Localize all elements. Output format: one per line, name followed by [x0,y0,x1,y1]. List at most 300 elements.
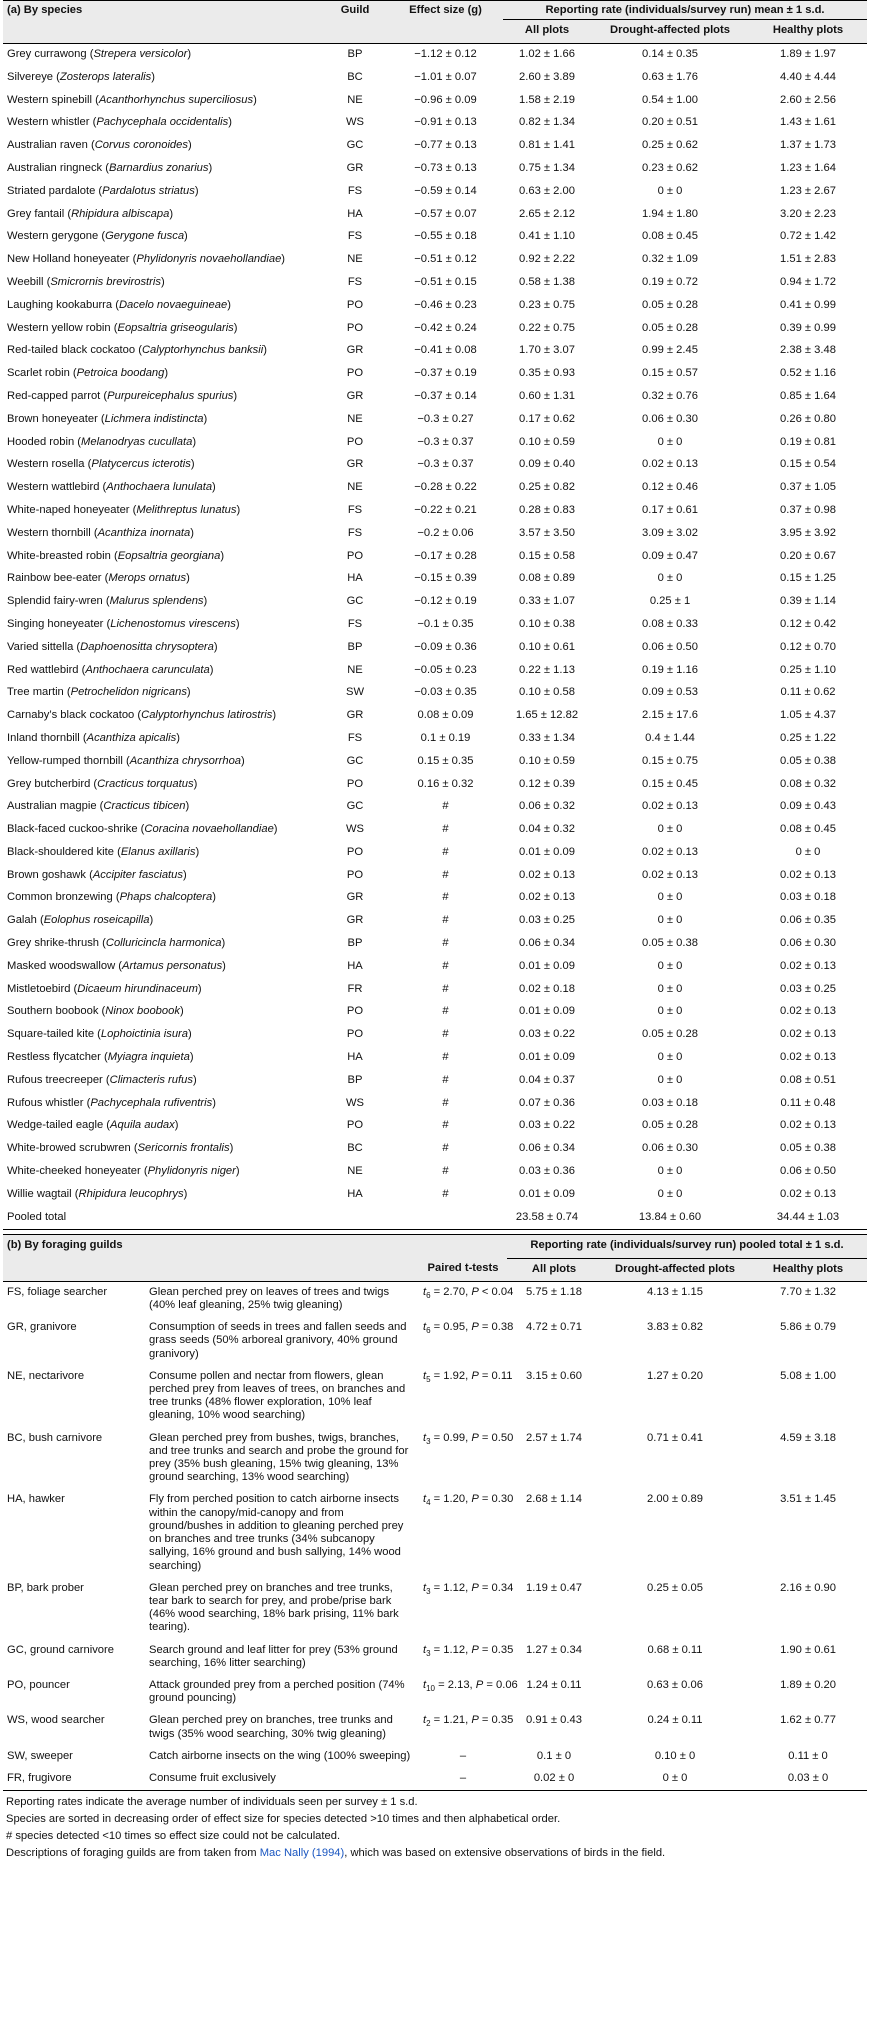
effect-size: # [442,1096,449,1109]
effect-size: −0.51 ± 0.12 [414,253,477,266]
species-scientific-name: Merops ornatus [108,572,187,585]
effect-size: 0.15 ± 0.35 [417,754,474,767]
species-common-name: Western whistler [7,116,90,129]
species-cell: Hooded robin (Melanodryas cucullata) [7,435,197,448]
species-row [3,660,867,683]
species-cell: Western whistler (Pachycephala occidentalis) [7,116,232,129]
rate-drought: 0.05 ± 0.38 [642,937,698,950]
species-row [3,956,867,979]
rate-healthy: 2.60 ± 2.56 [780,93,836,106]
guild-code: BP [347,48,363,60]
species-cell: Grey shrike-thrush (Colluricincla harmonica) [7,937,226,950]
species-common-name: Tree martin [7,686,64,699]
rate-drought: 0.06 ± 0.30 [642,412,698,425]
species-common-name: Striated pardalote [7,184,96,197]
guild-row [3,1710,867,1745]
rate-drought: 0.54 ± 1.00 [642,93,698,106]
species-row [3,318,867,341]
species-row [3,637,867,660]
species-cell: White-cheeked honeyeater (Phylidonyris niger) [7,1165,240,1178]
guild-rate-healthy: 5.86 ± 0.79 [780,1321,836,1334]
species-common-name: Australian ringneck [7,161,103,174]
col-guild-header: Guild [322,1,388,20]
species-common-name: Square-tailed kite [7,1028,95,1041]
effect-size: −0.03 ± 0.35 [414,686,477,699]
rate-all: 0.35 ± 0.93 [519,367,575,380]
rate-healthy: 3.95 ± 3.92 [780,526,836,539]
species-cell: Common bronzewing (Phaps chalcoptera) [7,891,216,904]
species-common-name: Grey currawong [7,48,87,60]
species-row [3,1138,867,1161]
species-common-name: Grey shrike-thrush [7,937,100,950]
species-scientific-name: Acanthiza apicalis [86,731,177,744]
effect-size: # [442,868,449,881]
species-common-name: Inland thornbill [7,731,80,744]
species-common-name: Scarlet robin [7,367,70,380]
species-scientific-name: Melanodryas cucullata [81,435,193,448]
effect-size: −0.37 ± 0.14 [414,389,477,402]
guild-rate-all: 4.72 ± 0.71 [526,1321,582,1334]
rate-healthy: 0.94 ± 1.72 [780,275,836,288]
rate-drought: 0.32 ± 0.76 [642,389,698,402]
species-row [3,1070,867,1093]
pooled-healthy: 34.44 ± 1.03 [749,1207,867,1230]
species-row [3,1184,867,1207]
species-row [3,796,867,819]
guild-name: PO, pouncer [7,1678,70,1691]
species-row [3,1093,867,1116]
pooled-all: 23.58 ± 0.74 [503,1207,591,1230]
rate-healthy: 0.02 ± 0.13 [780,1187,836,1200]
species-cell: Grey butcherbird (Cracticus torquatus) [7,777,198,790]
species-common-name: Splendid fairy-wren [7,595,103,608]
paired-t-test: $t_3 = 1.12$, P = 0.34 [423,1581,514,1596]
species-row [3,523,867,546]
ttest-value: = 1.12, [430,1643,472,1656]
paired-t-test: $t_3 = 0.99$, P = 0.50 [423,1431,514,1446]
species-cell: Brown honeyeater (Lichmera indistincta) [7,412,208,425]
rate-healthy: 0.05 ± 0.38 [780,754,836,767]
effect-size: # [442,1187,449,1200]
species-row [3,910,867,933]
species-scientific-name: Petroica boodang [76,367,165,380]
guild-code: PO [346,1028,364,1041]
rate-healthy: 1.43 ± 1.61 [780,116,836,129]
species-common-name: Galah [7,914,37,927]
species-scientific-name: Phylidonyris niger [147,1165,236,1178]
col-b-healthy-header: Healthy plots [749,1258,867,1281]
guild-code: HA [347,1051,363,1064]
rate-healthy: 0.02 ± 0.13 [780,868,836,881]
species-scientific-name: Eopsaltria griseogularis [117,321,234,334]
rate-all: 0.10 ± 0.59 [519,435,575,448]
guild-row [3,1366,867,1428]
reference-link[interactable]: Mac Nally (1994) [259,1847,345,1860]
guild-description: Fly from perched position to catch airborne insects within the canopy/mid-canopy and from ground/bushes in addition to gleaning perched prey on branches and tree trunks (34% subcanopy sallying, 16% ground and bush sallying, 14% wood searching) [149,1493,404,1572]
guild-table [3,1234,867,1791]
rate-healthy: 0.12 ± 0.70 [780,640,836,653]
rate-all: 3.57 ± 3.50 [519,526,575,539]
species-scientific-name: Pachycephala occidentalis [96,116,229,129]
rate-all: 0.02 ± 0.18 [519,982,575,995]
rate-drought: 0.17 ± 0.61 [642,503,698,516]
rate-drought: 0.06 ± 0.30 [642,1142,698,1155]
rate-drought: 0 ± 0 [657,823,683,836]
rate-healthy: 1.89 ± 1.97 [780,48,836,60]
species-cell: New Holland honeyeater (Phylidonyris novaehollandiae) [7,253,286,266]
guild-code: FS [347,617,363,630]
species-cell: Southern boobook (Ninox boobook) [7,1005,184,1018]
rate-drought: 0.02 ± 0.13 [642,845,698,858]
species-scientific-name: Sericornis frontalis [137,1142,230,1155]
species-common-name: Wedge-tailed eagle [7,1119,104,1132]
rate-drought: 0.4 ± 1.44 [645,731,695,744]
rate-drought: 0.23 ± 0.62 [642,161,698,174]
rate-all: 2.65 ± 2.12 [519,207,575,220]
effect-size: # [442,1005,449,1018]
guild-code: NE [347,412,363,425]
species-row [3,728,867,751]
effect-size: −0.3 ± 0.27 [417,412,474,425]
guild-rate-all: 5.75 ± 1.18 [526,1285,582,1298]
guild-name: FR, frugivore [3,1768,145,1791]
species-row [3,614,867,637]
species-scientific-name: Gerygone fusca [105,230,185,243]
rate-healthy: 0.03 ± 0.25 [780,982,836,995]
guild-description: Glean perched prey on branches, tree trunks and twigs (35% wood searching, 30% twig gleaning) [149,1714,393,1740]
ttest-df: 6 [426,1291,431,1301]
guild-rate-healthy: 7.70 ± 1.32 [780,1285,836,1298]
rate-drought: 0.99 ± 2.45 [642,344,698,357]
guild-rate-drought: 4.13 ± 1.15 [647,1285,703,1298]
rate-healthy: 1.05 ± 4.37 [780,709,836,722]
guild-code: GC [346,139,364,152]
rate-drought: 0.05 ± 0.28 [642,298,698,311]
rate-all: 0.25 ± 0.82 [519,481,575,494]
rate-all: 0.10 ± 0.58 [519,686,575,699]
rate-healthy: 0.37 ± 1.05 [780,481,836,494]
guild-row [3,1768,867,1791]
rate-drought: 0.06 ± 0.50 [642,640,698,653]
species-scientific-name: Dicaeum hirundinaceum [77,982,198,995]
paired-t-test: $t_6 = 0.95$, P = 0.38 [423,1321,514,1336]
rate-healthy: 0.25 ± 1.10 [780,663,836,676]
guild-code: FS [347,526,363,539]
species-scientific-name: Calyptorhynchus banksii [141,344,264,357]
species-scientific-name: Purpureicephalus spurius [107,389,234,402]
species-common-name: Brown honeyeater [7,412,98,425]
rate-drought: 0.15 ± 0.57 [642,367,698,380]
effect-size: # [442,959,449,972]
species-cell: Galah (Eolophus roseicapilla) [7,914,154,927]
rate-drought: 0.02 ± 0.13 [642,800,698,813]
rate-drought: 0.20 ± 0.51 [642,116,698,129]
species-common-name: Western rosella [7,458,85,471]
guild-name: HA, hawker [7,1493,65,1506]
species-row [3,819,867,842]
rate-all: 0.63 ± 2.00 [519,184,575,197]
effect-size: −0.37 ± 0.19 [414,367,477,380]
ttest-p: P = 0.06 [475,1678,518,1691]
species-scientific-name: Melithreptus lunatus [136,503,237,516]
rate-drought: 0.25 ± 0.62 [642,139,698,152]
rate-drought: 0.25 ± 1 [649,595,691,608]
species-cell: Western thornbill (Acanthiza inornata) [7,526,194,539]
species-row [3,363,867,386]
species-common-name: Red-capped parrot [7,389,101,402]
guild-code: PO [346,868,364,881]
paired-t-test: $t_6 = 2.70$, P < 0.04 [423,1285,514,1301]
rate-healthy: 0.41 ± 0.99 [780,298,836,311]
species-scientific-name: Artamus personatus [122,959,223,972]
ttest-p: P = 0.38 [471,1321,514,1334]
effect-size: −0.09 ± 0.36 [414,640,477,653]
rate-drought: 2.15 ± 17.6 [642,709,698,722]
rate-healthy: 0.72 ± 1.42 [780,230,836,243]
species-scientific-name: Petrochelidon nigricans [70,686,187,699]
rate-healthy: 0.11 ± 0.62 [780,686,836,699]
species-scientific-name: Pachycephala rufiventris [90,1096,213,1109]
ttest-value: = 1.21, [430,1714,472,1727]
guild-code: PO [346,1005,364,1018]
effect-size: −0.3 ± 0.37 [417,458,474,471]
rate-all: 0.06 ± 0.34 [519,937,575,950]
rate-drought: 0.14 ± 0.35 [642,48,698,60]
guild-code: HA [347,959,363,972]
rate-healthy: 1.37 ± 1.73 [780,139,836,152]
species-cell: Red-capped parrot (Purpureicephalus spurius) [7,389,238,402]
paired-t-test: $t_5 = 1.92$, P = 0.11 [423,1369,513,1385]
guild-code: GR [346,458,364,471]
ttest-value: = 1.20, [430,1493,472,1506]
effect-size: −0.59 ± 0.14 [414,184,477,197]
species-cell: Australian magpie (Cracticus tibicen) [7,800,190,813]
rate-healthy: 2.38 ± 3.48 [780,344,836,357]
species-row [3,386,867,409]
effect-size: −0.1 ± 0.35 [417,617,474,630]
species-row [3,887,867,910]
rate-all: 0.04 ± 0.37 [519,1073,575,1086]
guild-code: NE [347,253,363,266]
rate-all: 0.17 ± 0.62 [519,412,575,425]
rate-healthy: 0.08 ± 0.45 [780,823,836,836]
species-cell: Red wattlebird (Anthochaera carunculata) [7,663,214,676]
guild-code: FR [347,982,363,995]
section-a-title: (a) By species [3,1,322,20]
rate-all: 0.92 ± 2.22 [519,253,575,266]
species-common-name: Silvereye [7,70,54,83]
species-cell: Wedge-tailed eagle (Aquila audax) [7,1119,179,1132]
species-scientific-name: Anthochaera carunculata [85,663,210,676]
rate-drought: 0.05 ± 0.28 [642,1028,698,1041]
species-table [3,0,867,1230]
effect-size: −0.17 ± 0.28 [414,549,477,562]
rate-all: 1.70 ± 3.07 [519,344,575,357]
guild-code: GC [346,754,364,767]
guild-code: HA [347,207,363,220]
species-row [3,842,867,865]
species-common-name: Australian magpie [7,800,97,813]
species-scientific-name: Anthochaera lunulata [106,481,213,494]
species-common-name: Common bronzewing [7,891,113,904]
guild-code: GC [346,800,364,813]
species-common-name: Western yellow robin [7,321,111,334]
guild-code: GR [346,161,364,174]
guild-rate-healthy: 0.11 ± 0 [788,1749,828,1762]
rate-drought: 0 ± 0 [657,1165,683,1178]
rate-drought: 0 ± 0 [657,1187,683,1200]
guild-row [3,1640,867,1675]
species-scientific-name: Cracticus tibicen [103,800,186,813]
guild-code: NE [347,481,363,494]
guild-description: Glean perched prey on branches and tree trunks, tear bark to search for prey, and probe/prise bark (46% wood searching, 18% bark prising, 11% bark tearing). [149,1581,399,1634]
effect-size: −0.73 ± 0.13 [414,161,477,174]
species-common-name: Black-shouldered kite [7,845,114,858]
species-cell: Restless flycatcher (Myiagra inquieta) [7,1051,194,1064]
species-cell: Scarlet robin (Petroica boodang) [7,367,169,380]
effect-size: −0.51 ± 0.15 [414,275,477,288]
species-row [3,1161,867,1184]
species-scientific-name: Elanus axillaris [120,845,196,858]
guild-description: Glean perched prey from bushes, twigs, branches, and tree trunks and search and probe the ground for prey (35% bush gleaning, 15% twig gleaning, 13% ground searching, 13% wood searching) [149,1431,409,1484]
species-cell: Brown goshawk (Accipiter fasciatus) [7,868,187,881]
rate-all: 0.10 ± 0.59 [519,754,575,767]
effect-size: −0.05 ± 0.23 [414,663,477,676]
ttest-df: 5 [426,1375,431,1385]
species-row [3,1115,867,1138]
species-common-name: Yellow-rumped thornbill [7,754,123,767]
rate-healthy: 1.23 ± 2.67 [780,184,836,197]
rate-all: 0.12 ± 0.39 [519,777,575,790]
species-scientific-name: Coracina novaehollandiae [144,823,274,836]
species-scientific-name: Acanthorhynchus superciliosus [98,93,254,106]
guild-rate-all: 1.19 ± 0.47 [526,1581,582,1594]
species-scientific-name: Climacteris rufus [109,1073,193,1086]
rate-all: 0.01 ± 0.09 [519,845,575,858]
effect-size: −0.96 ± 0.09 [414,93,477,106]
guild-code: PO [346,777,364,790]
rate-healthy: 0.06 ± 0.30 [780,937,836,950]
species-row [3,432,867,455]
species-row [3,44,867,67]
species-scientific-name: Colluricincla harmonica [105,937,222,950]
guild-code: FS [347,275,363,288]
rate-all: 0.07 ± 0.36 [519,1096,575,1109]
guild-code: HA [347,572,363,585]
species-row [3,1024,867,1047]
guild-code: FS [347,731,363,744]
rate-all: 0.02 ± 0.13 [519,891,575,904]
species-row [3,865,867,888]
effect-size: # [442,914,449,927]
rate-all: 0.58 ± 1.38 [519,275,575,288]
ttest-dash: – [459,1749,467,1762]
guild-rate-healthy: 1.90 ± 0.61 [780,1643,836,1656]
species-cell: Western rosella (Platycercus icterotis) [7,458,195,471]
rate-drought: 0.08 ± 0.33 [642,617,698,630]
ttest-df: 3 [426,1436,431,1446]
rate-drought: 0 ± 0 [657,914,683,927]
ttest-value: = 2.13, [435,1678,476,1691]
species-row [3,181,867,204]
rate-all: 0.15 ± 0.58 [519,549,575,562]
col-b-all-header: All plots [507,1258,601,1281]
rate-drought: 0.02 ± 0.13 [642,868,698,881]
species-common-name: Southern boobook [7,1005,99,1018]
species-scientific-name: Acanthiza chrysorrhoa [129,754,242,767]
guild-description: Consumption of seeds in trees and fallen seeds and grass seeds (50% arboreal granivory, 40% ground granivory) [149,1321,407,1360]
guild-code: WS [345,1096,365,1109]
guild-description: Search ground and leaf litter for prey (53% ground searching, 16% litter searching) [149,1643,398,1669]
ttest-p: P = 0.35 [471,1643,514,1656]
rate-all: 0.03 ± 0.22 [519,1028,575,1041]
species-row [3,774,867,797]
species-row [3,477,867,500]
species-common-name: White-cheeked honeyeater [7,1165,141,1178]
guild-code: PO [346,298,364,311]
effect-size: # [442,1142,449,1155]
species-common-name: White-naped honeyeater [7,503,130,516]
species-common-name: Western thornbill [7,526,91,539]
rate-all: 0.02 ± 0.13 [519,868,575,881]
rate-all: 0.28 ± 0.83 [519,503,575,516]
species-cell: Rainbow bee-eater (Merops ornatus) [7,572,190,585]
guild-name: WS, wood searcher [7,1714,105,1727]
rate-all: 0.60 ± 1.31 [519,389,575,402]
rate-all: 0.06 ± 0.32 [519,800,575,813]
species-scientific-name: Rhipidura albiscapa [71,207,170,220]
species-common-name: Carnaby’s black cockatoo [7,709,135,722]
guild-rate-all: 0.1 ± 0 [536,1749,572,1762]
guild-code: GC [346,595,364,608]
species-cell: Grey currawong (Strepera versicolor) [7,48,192,60]
paired-t-test: $t_2 = 1.21$, P = 0.35 [423,1714,514,1729]
guild-row [3,1746,867,1768]
rate-all: 0.01 ± 0.09 [519,1051,575,1064]
species-common-name: White-browed scrubwren [7,1142,131,1155]
guild-code: WS [345,823,365,836]
effect-size: 0.1 ± 0.19 [420,731,471,744]
species-cell: Weebill (Smicrornis brevirostris) [7,275,165,288]
note-reporting-rates: Reporting rates indicate the average number of individuals seen per survey ± 1 s.d. [6,1796,418,1809]
species-row [3,1001,867,1024]
effect-size: −0.91 ± 0.13 [414,116,477,129]
rate-healthy: 0.15 ± 0.54 [780,458,836,471]
guild-rate-all: 0.02 ± 0 [507,1768,601,1791]
species-row [3,1047,867,1070]
species-cell: Rufous treecreeper (Climacteris rufus) [7,1073,197,1086]
species-cell: Rufous whistler (Pachycephala rufiventris) [7,1096,216,1109]
note-guild-source-tail: , which was based on extensive observations of birds in the field. [344,1847,666,1860]
rate-all: 0.10 ± 0.38 [519,617,575,630]
rate-all: 0.82 ± 1.34 [519,116,575,129]
species-scientific-name: Acanthiza inornata [97,526,191,539]
rate-drought: 0 ± 0 [657,982,683,995]
effect-size: # [442,800,449,813]
col-effect-header: Effect size (g) [388,1,503,20]
paired-t-test: $t_4 = 1.20$, P = 0.30 [423,1493,514,1508]
guild-name: GC, ground carnivore [7,1643,114,1656]
species-cell: Western wattlebird (Anthochaera lunulata) [7,481,216,494]
rate-healthy: 0.25 ± 1.22 [780,731,836,744]
species-row [3,705,867,728]
guild-table-body [3,1281,867,1790]
rate-all: 0.04 ± 0.32 [519,823,575,836]
guild-code: PO [346,845,364,858]
species-cell: Willie wagtail (Rhipidura leucophrys) [7,1187,188,1200]
species-cell: White-browed scrubwren (Sericornis frontalis) [7,1142,234,1155]
guild-code: PO [346,549,364,562]
